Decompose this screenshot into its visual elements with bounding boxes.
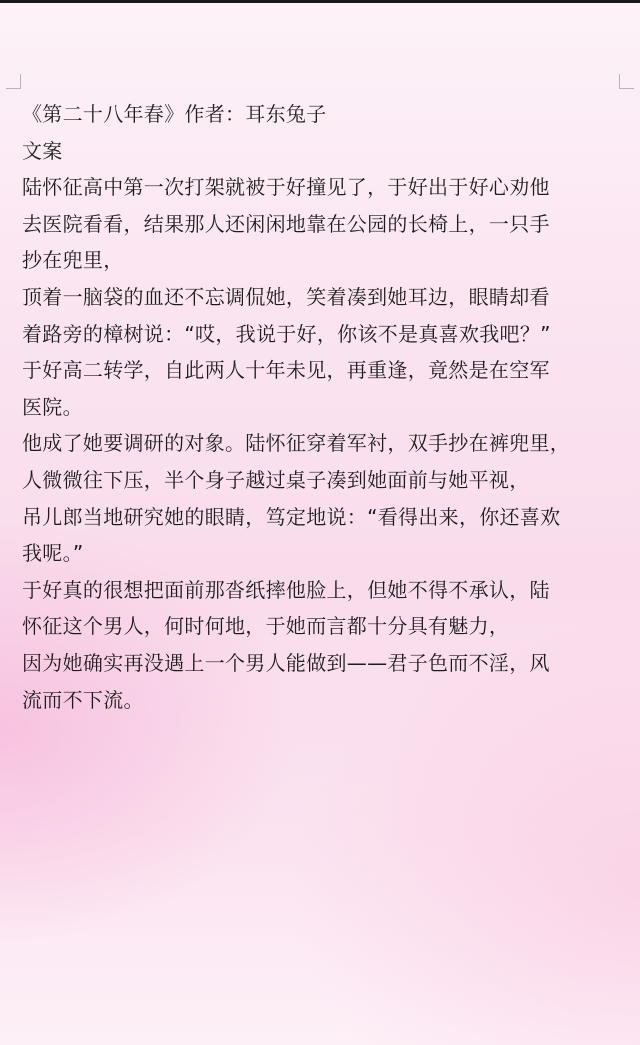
book-title-line: 《第二十八年春》作者：耳东兔子 [22, 102, 327, 126]
crop-mark-top-right [619, 74, 634, 89]
paragraph: 他成了她要调研的对象。陆怀征穿着军衬，双手抄在裤兜里， 人微微往下压，半个身子越过桌子凑到她面前与她平视， [22, 431, 571, 492]
paragraph: 陆怀征高中第一次打架就被于好撞见了，于好出于好心劝他 去医院看看，结果那人还闲闲地靠在公园的长椅上，一只手 抄在兜里， [22, 175, 550, 273]
paragraph: 吊儿郎当地研究她的眼睛，笃定地说：“看得出来，你还喜欢 我呢。” [22, 504, 561, 566]
crop-mark-top-left [6, 74, 21, 89]
paragraph: 于好高二转学，自此两人十年未见，再重逢，竟然是在空军 医院。 [22, 358, 550, 419]
top-edge-bar [0, 0, 640, 3]
paragraph: 于好真的很想把面前那沓纸摔他脸上，但她不得不承认，陆 怀征这个男人，何时何地，于她而言都十分具有魅力， [22, 577, 550, 639]
paragraph: 因为她确实再没遇上一个男人能做到——君子色而不淫，风 流而不下流。 [22, 650, 550, 712]
paragraph: 顶着一脑袋的血还不忘调侃她，笑着凑到她耳边，眼睛却看 着路旁的樟树说：“哎，我说于好，你该不是真喜欢我吧？” [22, 284, 551, 346]
document-body [22, 96, 624, 718]
section-label: 文案 [22, 138, 63, 163]
